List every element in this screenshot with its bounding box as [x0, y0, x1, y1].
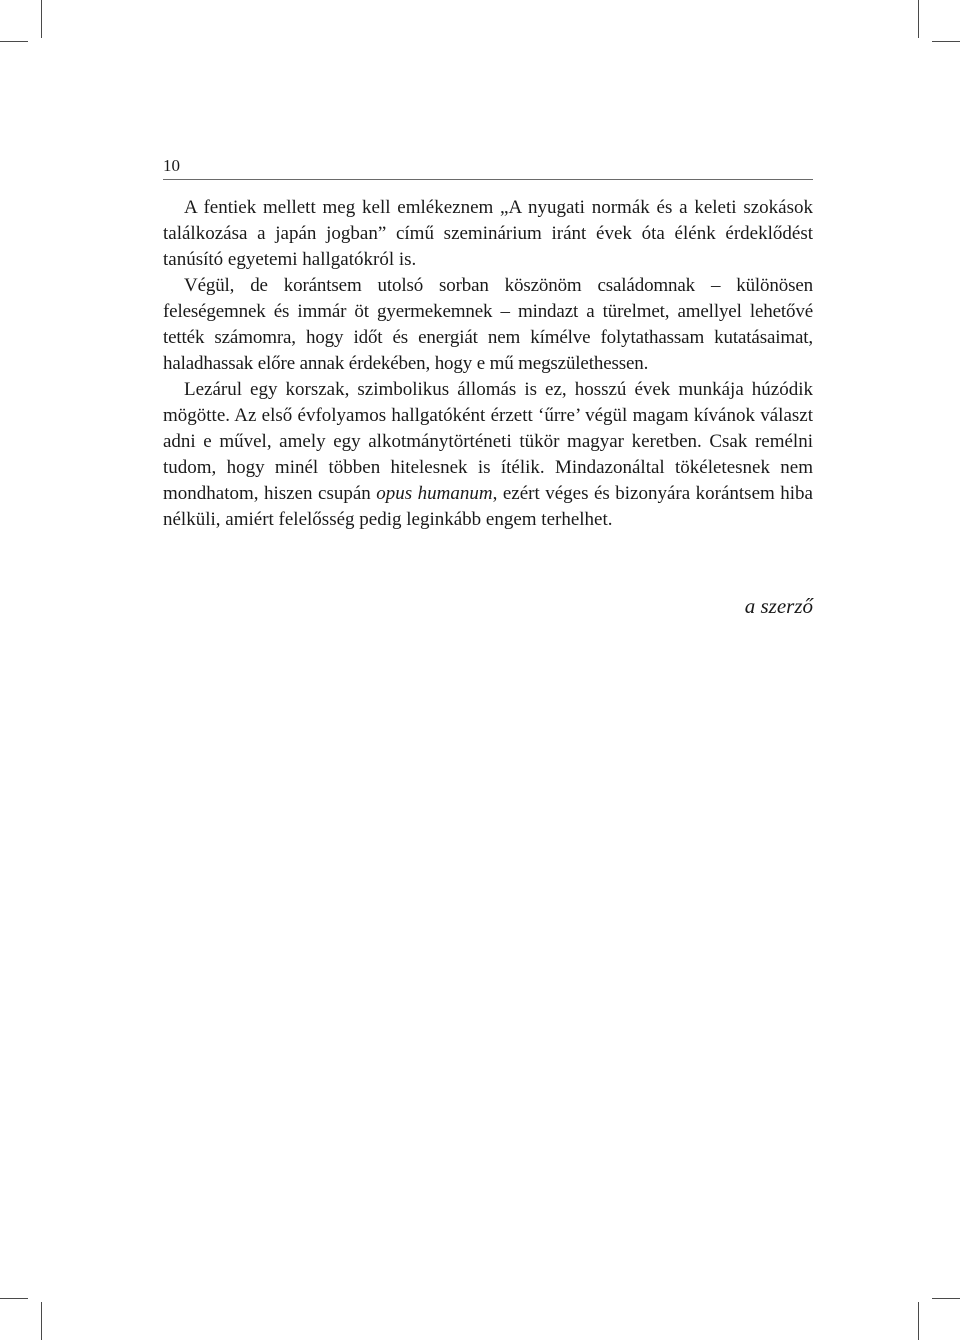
- crop-mark-bottom-right-vertical: [918, 1302, 919, 1340]
- paragraph-3-text-end: , ezért véges és bizonyára korántsem hiba nélküli, amiért felelősség pedig leginkább engem terhelhet.: [163, 483, 813, 530]
- paragraph-3-text-start: Lezárul egy korszak, szimbolikus állomás is ez, hosszú évek munkája húzódik mögötte. Az első évfolyamos hallgatóként érzett ‘űrre’ végül magam kívánok választ adni e művel, amely egy alkotmánytörténeti tükör magyar keretben. Csak remélni tudom, hogy minél többen hitelesnek is ítélik. Mindazonáltal tökéletesnek nem mondhatom, hiszen csupán: [163, 379, 813, 504]
- crop-mark-top-left-vertical: [41, 0, 42, 38]
- paragraph-2: Végül, de korántsem utolsó sorban köszönöm családomnak – különösen feleségemnek és immár öt gyermekemnek – mindazt a türelmet, amellyel lehetővé tették számomra, hogy időt és energiát nem kímélve folytathassam kutatásaimat, haladhassak előre annak érdekében, hogy e mű megszülethessen.: [163, 275, 813, 374]
- body-text: [163, 195, 813, 533]
- paragraph-3-italic-phrase: opus humanum: [376, 483, 493, 504]
- crop-mark-top-right-horizontal: [932, 41, 960, 42]
- crop-mark-top-left-horizontal: [0, 41, 28, 42]
- author-signature: a szerző: [744, 594, 813, 618]
- paragraph-1: A fentiek mellett meg kell emlékeznem „A nyugati normák és a keleti szokások találkozása a japán jogban” című szeminárium iránt évek óta élénk érdeklődést tanúsító egyetemi hallgatókról is.: [163, 197, 813, 270]
- crop-mark-bottom-left-horizontal: [0, 1298, 28, 1299]
- crop-mark-top-right-vertical: [918, 0, 919, 38]
- crop-mark-bottom-left-vertical: [41, 1302, 42, 1340]
- header-rule: [163, 179, 813, 180]
- page-number: 10: [163, 156, 180, 175]
- paragraph-3: [163, 377, 813, 533]
- crop-mark-bottom-right-horizontal: [932, 1298, 960, 1299]
